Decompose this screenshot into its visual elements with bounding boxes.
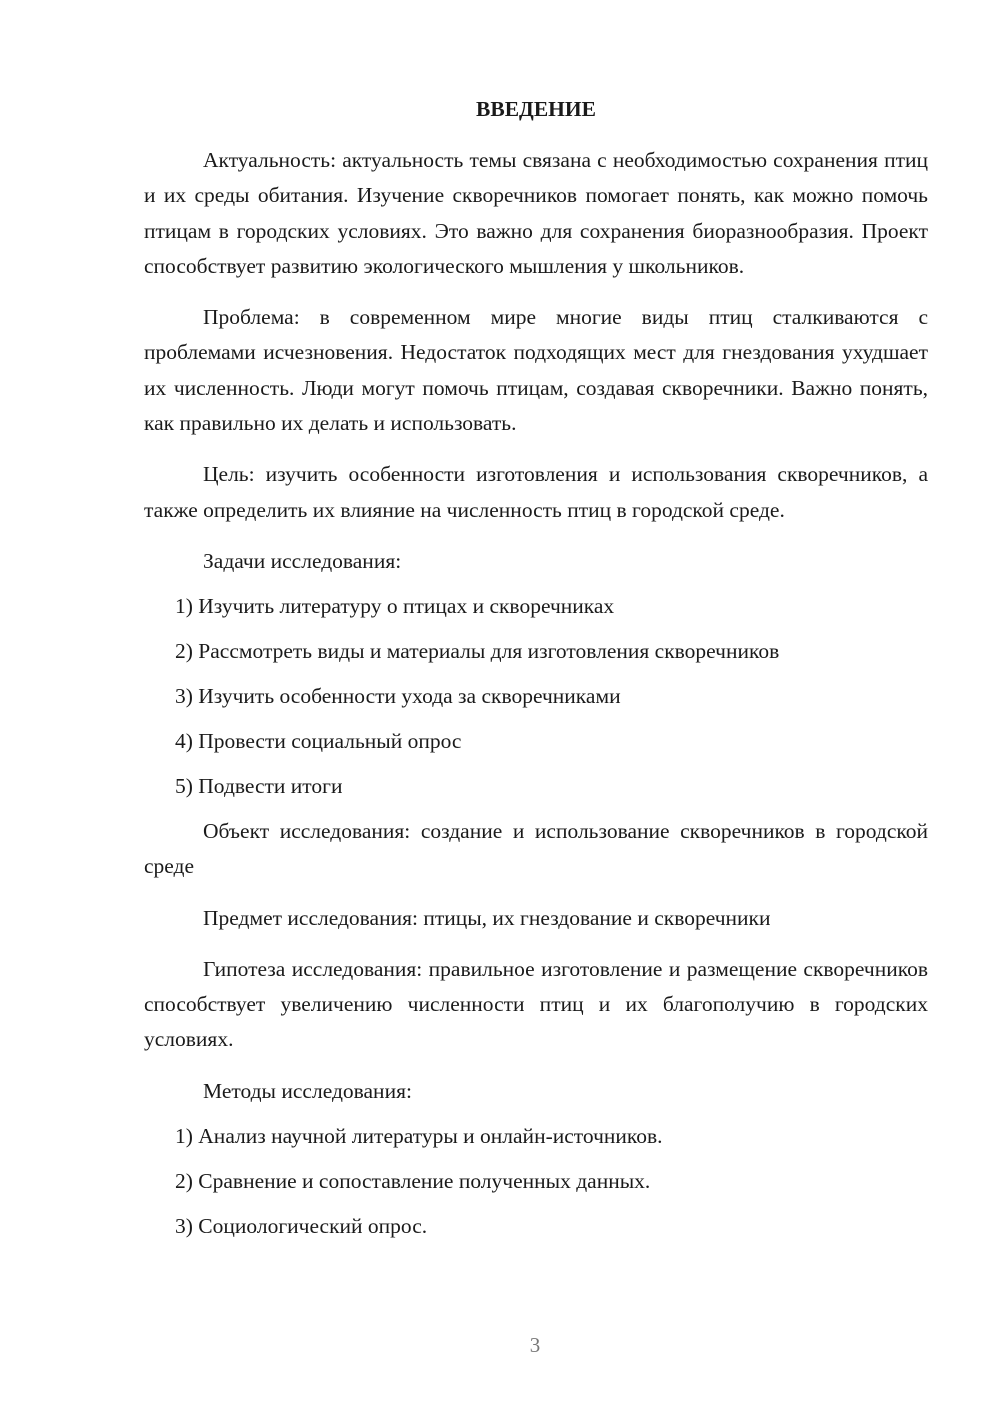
hypothesis-paragraph: Гипотеза исследования: правильное изготовление и размещение скворечников способствует увеличению численности птиц и их благополучию в городских условиях. (144, 956, 928, 1052)
task-item: 3) Изучить особенности ухода за скворечниками (175, 683, 621, 708)
relevance-paragraph: Актуальность: актуальность темы связана с необходимостью сохранения птиц и их среды обитания. Изучение скворечников помогает понять, как можно помочь птицам в городских условиях. Это важно для сохранения биоразнообразия. Проект способствует развитию экологического мышления у школьников. (144, 148, 928, 278)
goal-paragraph: Цель: изучить особенности изготовления и использования скворечников, а также определить их влияние на численность птиц в городской среде. (144, 462, 928, 522)
object-paragraph: Объект исследования: создание и использование скворечников в городской среде (144, 818, 928, 879)
problem-paragraph: Проблема: в современном мире многие виды птиц сталкиваются с проблемами исчезновения. Недостаток подходящих мест для гнездования ухудшает их численность. Люди могут помочь птицам, создавая скворечники. Важно понять, как правильно их делать и использовать. (144, 305, 928, 436)
methods-label: Методы исследования: (203, 1078, 412, 1103)
subject-paragraph: Предмет исследования: птицы, их гнездование и скворечники (203, 905, 771, 930)
document-page (144, 92, 928, 1254)
method-item: 3) Социологический опрос. (175, 1213, 428, 1238)
tasks-label: Задачи исследования: (203, 548, 402, 573)
method-item: 1) Анализ научной литературы и онлайн-источников. (175, 1123, 663, 1148)
task-item: 5) Подвести итоги (175, 773, 343, 798)
page-title: ВВЕДЕНИЕ (476, 97, 596, 121)
task-item: 1) Изучить литературу о птицах и скворечниках (175, 593, 615, 618)
page-number: 3 (529, 1333, 541, 1357)
task-item: 4) Провести социальный опрос (175, 728, 462, 753)
method-item: 2) Сравнение и сопоставление полученных данных. (175, 1168, 651, 1193)
task-item: 2) Рассмотреть виды и материалы для изготовления скворечников (175, 638, 780, 663)
